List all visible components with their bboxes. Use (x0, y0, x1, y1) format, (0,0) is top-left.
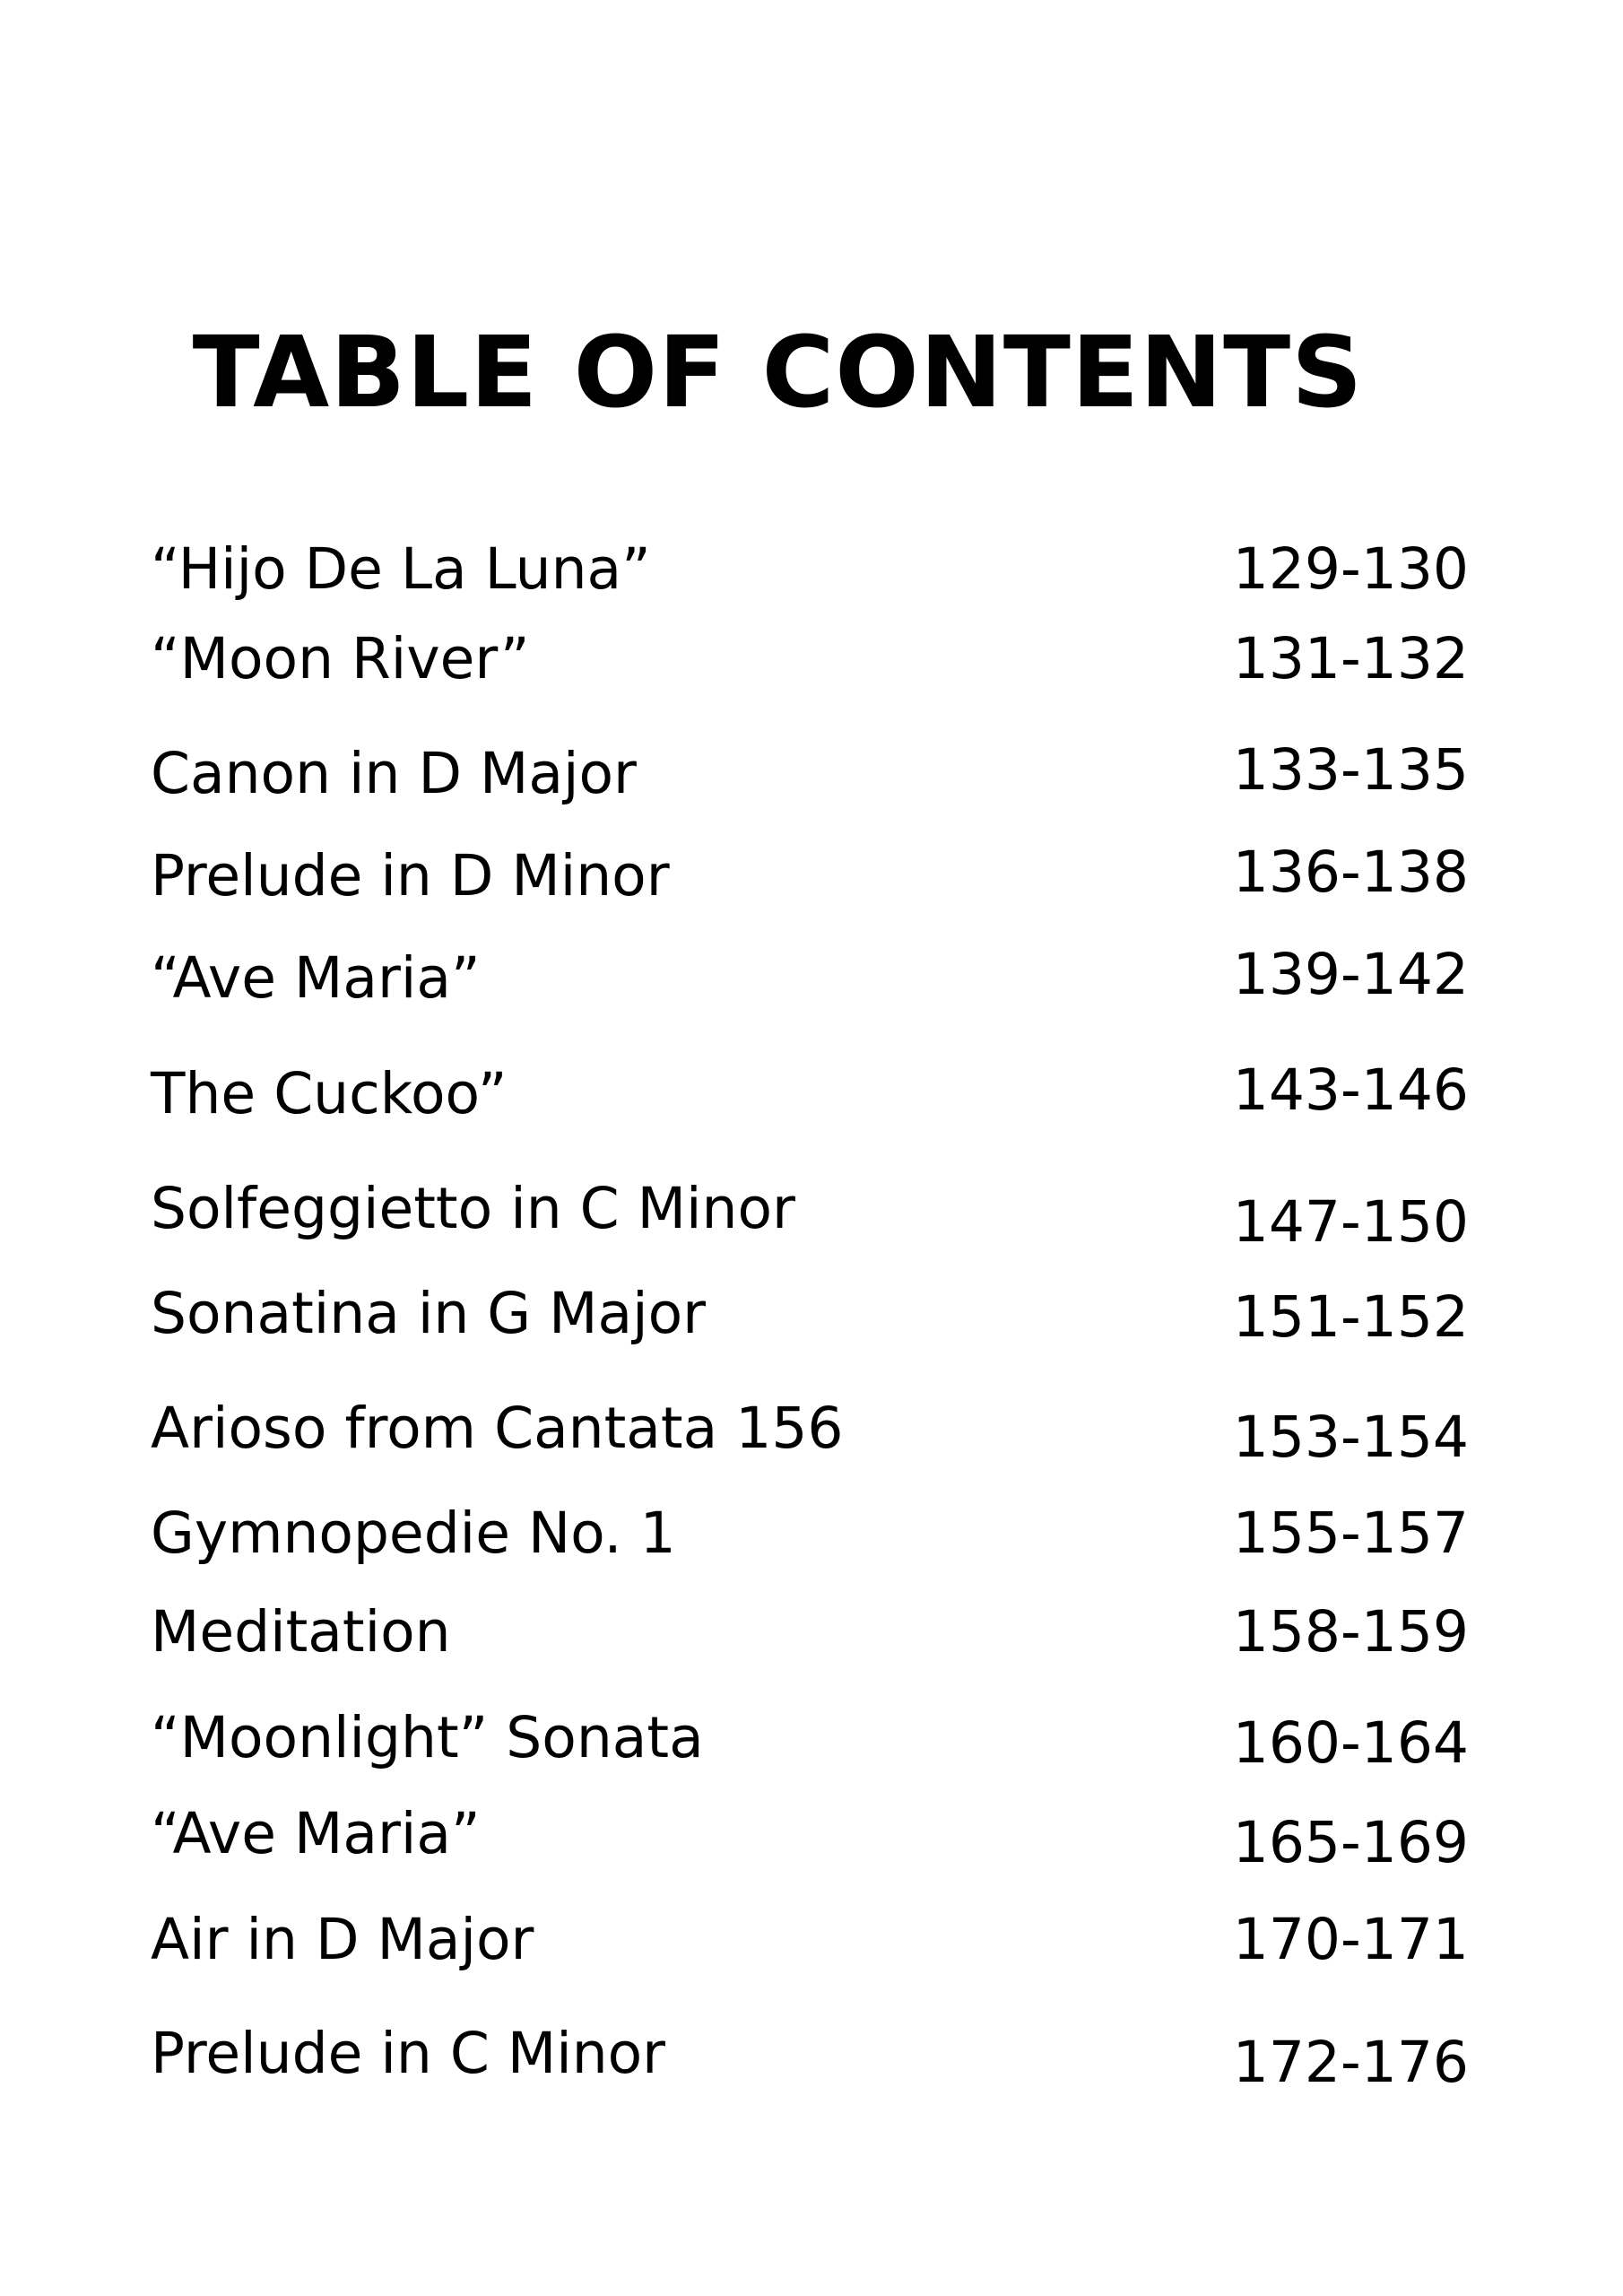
toc-entry-title: Sonatina in G Major (151, 1281, 707, 1346)
toc-entry-pages: 143-146 (1232, 1057, 1469, 1123)
toc-entry (151, 1698, 1469, 1779)
toc-entry (151, 734, 1469, 814)
toc-entry-title: Canon in D Major (151, 741, 637, 806)
toc-entry-title: Solfeggietto in C Minor (151, 1176, 795, 1241)
toc-entry-pages: 165-169 (1232, 1810, 1469, 1875)
toc-entry-title: Gymnopedie No. 1 (151, 1500, 676, 1566)
toc-entry (151, 1493, 1469, 1574)
toc-entry-pages: 155-157 (1232, 1500, 1469, 1566)
toc-entry (151, 2013, 1469, 2094)
toc-entry (151, 1054, 1469, 1135)
toc-entry-pages: 129-130 (1232, 536, 1469, 602)
toc-entry-pages: 170-171 (1232, 1907, 1469, 1972)
toc-entry-pages: 133-135 (1232, 737, 1469, 803)
toc-entry-title: Meditation (151, 1599, 451, 1665)
toc-entry-pages: 151-152 (1232, 1284, 1469, 1350)
toc-entry-title: The Cuckoo” (151, 1061, 508, 1126)
toc-entry-title: “Ave Maria” (151, 945, 481, 1011)
toc-entry-pages: 158-159 (1232, 1599, 1469, 1665)
toc-entry-pages: 136-138 (1232, 839, 1469, 905)
toc-entry (151, 1592, 1469, 1673)
toc-entry-title: “Ave Maria” (151, 1801, 481, 1866)
toc-entry-pages: 153-154 (1232, 1405, 1469, 1470)
toc-entry (151, 938, 1469, 1019)
toc-entry-title: Prelude in D Minor (151, 843, 670, 909)
toc-entry (151, 1388, 1469, 1469)
toc-entry (151, 1169, 1469, 1255)
toc-entry-pages: 139-142 (1232, 942, 1469, 1007)
toc-entry-pages: 147-150 (1232, 1189, 1469, 1255)
page-title: TABLE OF CONTENTS (192, 315, 1364, 430)
toc-entry-title: Arioso from Cantata 156 (151, 1396, 844, 1461)
toc-entry-title: “Hijo De La Luna” (151, 536, 651, 602)
toc-entry (151, 529, 1469, 610)
toc-entry (151, 619, 1469, 700)
toc-entry (151, 1900, 1469, 1980)
toc-entry-title: “Moonlight” Sonata (151, 1705, 704, 1770)
toc-entry-title: Air in D Major (151, 1907, 534, 1972)
toc-entry-pages: 160-164 (1232, 1710, 1469, 1776)
toc-entry (151, 1274, 1469, 1354)
toc-entry-pages: 172-176 (1232, 2030, 1469, 2095)
toc-entry-title: Prelude in C Minor (151, 2021, 666, 2086)
toc-entry (151, 1794, 1469, 1874)
toc-entry-title: “Moon River” (151, 626, 530, 691)
toc-entry (151, 836, 1469, 917)
toc-entry-pages: 131-132 (1232, 626, 1469, 691)
